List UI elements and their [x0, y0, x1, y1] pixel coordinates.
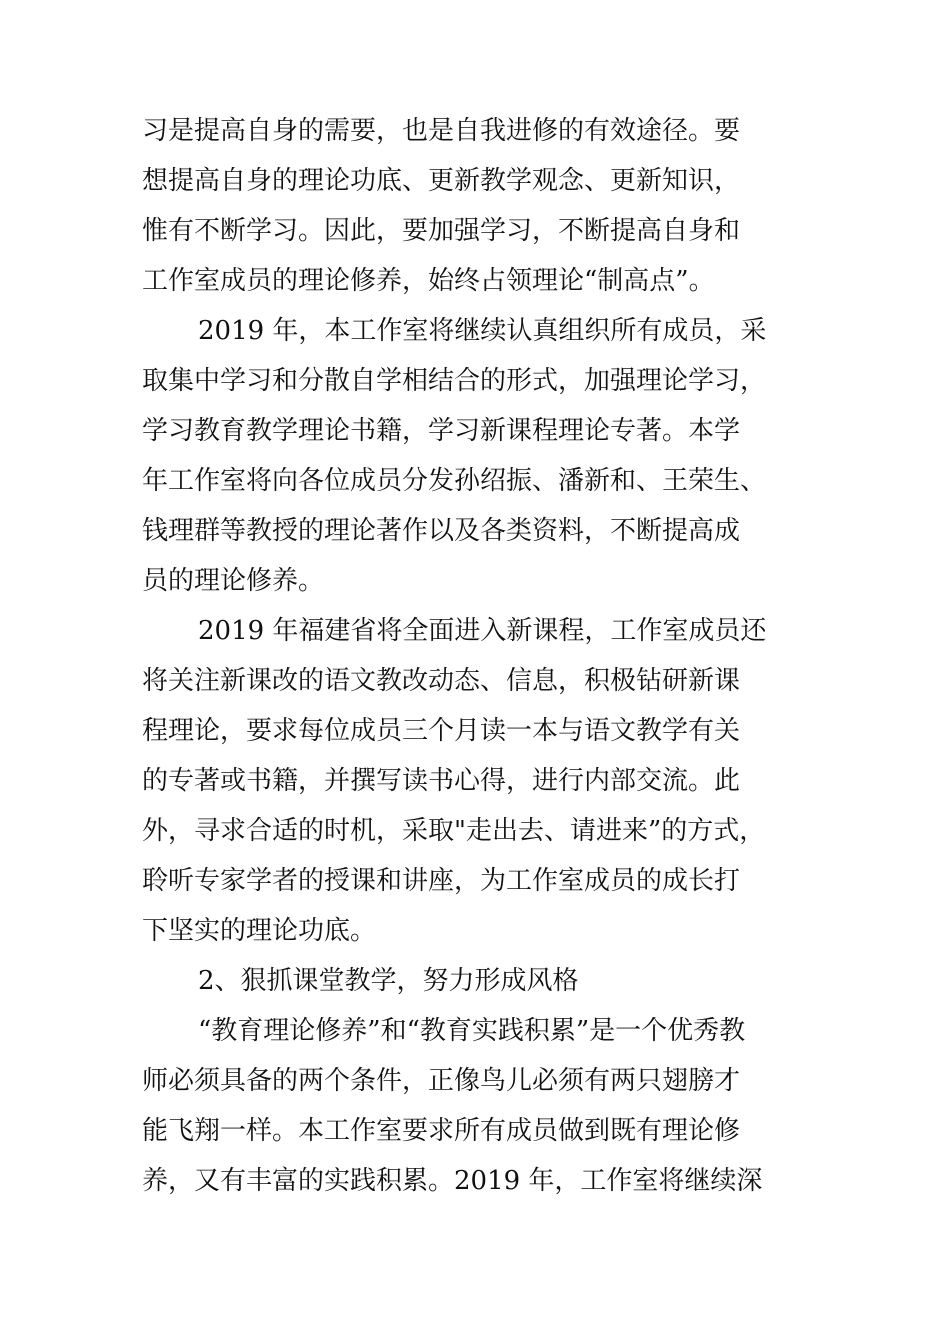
text-line: 外，寻求合适的时机，采取"走出去、请进来”的方式， — [142, 816, 766, 846]
text-line: 的专著或书籍，并撰写读书心得，进行内部交流。此 — [142, 766, 741, 796]
text-line: 钱理群等教授的理论著作以及各类资料，不断提高成 — [142, 516, 741, 546]
text-line: 程理论，要求每位成员三个月读一本与语文教学有关 — [142, 716, 741, 746]
text-line: 能飞翔一样。本工作室要求所有成员做到既有理论修 — [142, 1116, 741, 1146]
paragraph-start-line: 2019 年福建省将全面进入新课程，工作室成员还 — [198, 616, 767, 646]
section-heading: 2、狠抓课堂教学，努力形成风格 — [198, 966, 579, 996]
text-line: 想提高自身的理论功底、更新教学观念、更新知识， — [142, 166, 741, 196]
text-line: 下坚实的理论功底。 — [142, 916, 377, 946]
text-line: 养，又有丰富的实践积累。2019 年，工作室将继续深 — [142, 1166, 763, 1196]
text-line: 将关注新课改的语文教改动态、信息，积极钻研新课 — [142, 666, 741, 696]
text-line: 聆听专家学者的授课和讲座，为工作室成员的成长打 — [142, 866, 741, 896]
body-text — [142, 106, 842, 1206]
text-line: 学习教育教学理论书籍，学习新课程理论专著。本学 — [142, 416, 741, 446]
paragraph-start-line: “教育理论修养”和“教育实践积累”是一个优秀教 — [198, 1016, 746, 1046]
text-line: 员的理论修养。 — [142, 566, 325, 596]
text-line: 年工作室将向各位成员分发孙绍振、潘新和、王荣生、 — [142, 466, 767, 496]
text-line: 取集中学习和分散自学相结合的形式，加强理论学习， — [142, 366, 767, 396]
text-line: 习是提高自身的需要，也是自我进修的有效途径。要 — [142, 116, 741, 146]
text-line: 工作室成员的理论修养，始终占领理论“制高点”。 — [142, 266, 715, 296]
paragraph-start-line: 2019 年，本工作室将继续认真组织所有成员，采 — [198, 316, 767, 346]
text-line: 惟有不断学习。因此，要加强学习，不断提高自身和 — [142, 216, 741, 246]
text-line: 师必须具备的两个条件，正像鸟儿必须有两只翅膀才 — [142, 1066, 741, 1096]
